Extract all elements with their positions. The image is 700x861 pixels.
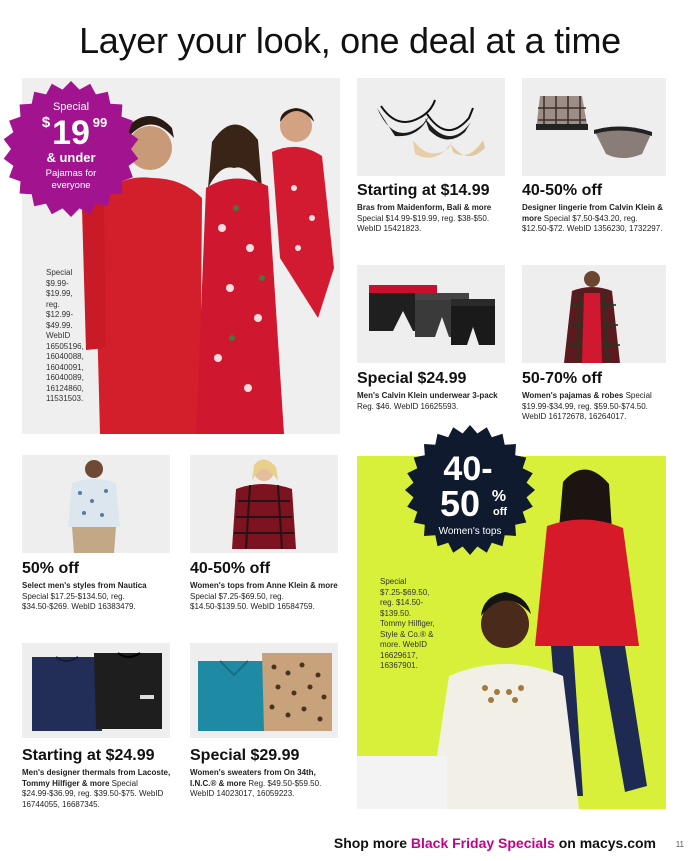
lingerie-detail: Special $7.50-$43.20, reg. $12.50-$72. WebID 1356230, 1732297.: [522, 213, 663, 233]
pajama-note-line: $19.99,: [46, 289, 73, 298]
nautica-detail: Special $17.25-$134.50, reg. $34.50-$269. WebID 16383479.: [22, 591, 136, 611]
footer-prefix: Shop more: [333, 835, 411, 851]
pajama-badge-amount: 19: [52, 114, 90, 152]
thermals-price: Starting at $24.99: [22, 747, 155, 764]
pajama-note-line: 16040089,: [46, 373, 84, 382]
tops-note-line: $7.25-$69.50,: [380, 587, 430, 597]
underwear-photo: [357, 265, 505, 363]
tops-note-line: reg. $14.50-: [380, 598, 424, 607]
sweaters-description: [190, 768, 340, 800]
pajama-badge-line4: Pajamas for: [45, 168, 97, 179]
tops-badge-percent: %: [491, 488, 507, 505]
bras-title: Bras from Maidenform, Bali & more: [357, 203, 492, 212]
tops-badge-off: off: [492, 506, 508, 518]
bras-detail: Special $14.99-$19.99, reg. $38-$50. WebID 15421823.: [357, 213, 490, 233]
tops-note-line: Tommy Hilfiger,: [380, 619, 435, 628]
pajama-badge-special: Special: [52, 101, 90, 113]
sweaters-title: Women's sweaters from On 34th, I.N.C.® & more: [190, 768, 316, 788]
pajama-pricing-note: [46, 268, 106, 405]
pajama-note-line: 16040088,: [46, 352, 84, 361]
womens-tops-badge: [404, 424, 536, 556]
nautica-price: 50% off: [22, 560, 79, 577]
pajama-note-line: WebID: [46, 331, 71, 340]
robes-detail: Special $19.99-$34.99, reg. $59.50-$74.50. WebID 16172678, 16264017.: [522, 391, 652, 421]
anne-klein-description: [190, 581, 340, 613]
pajama-price-badge: [2, 80, 140, 218]
nautica-description: [22, 581, 172, 613]
pajama-note-line: 16124860,: [46, 383, 84, 393]
robes-title: Women's pajamas & robes: [522, 391, 624, 400]
pajama-note-line: $12.99-: [46, 310, 74, 319]
page-headline: Layer your look, one deal at a time: [79, 20, 621, 61]
underwear-description: [357, 391, 501, 412]
lingerie-description: [522, 203, 672, 235]
pajama-note-line: 16040091,: [46, 362, 84, 372]
anne-klein-price: 40-50% off: [190, 560, 271, 577]
robes-description: [522, 391, 672, 423]
sweaters-detail: Reg. $49.50-$59.50. WebID 14023017, 16059223.: [190, 778, 322, 798]
tops-note-line: 16367901.: [380, 661, 418, 670]
pajama-note-line: 16505196,: [46, 341, 84, 351]
tops-note-line: Style & Co.® &: [380, 629, 434, 639]
footer-promo[interactable]: [334, 835, 656, 851]
bras-description: [357, 203, 507, 235]
sweaters-price: Special $29.99: [190, 747, 300, 764]
underwear-detail: Reg. $46. WebID 16625593.: [357, 401, 459, 411]
anne-klein-detail: Special $7.25-$69.50, reg. $14.50-$139.50. WebID 16584759.: [190, 591, 315, 611]
pajama-note-line: reg.: [46, 299, 60, 309]
thermals-title: Men's designer thermals from Lacoste, Tommy Hilfiger & more: [22, 768, 171, 788]
pajama-badge-under: & under: [46, 150, 96, 165]
pajama-note-line: $9.99-: [46, 278, 69, 288]
robes-photo: [522, 265, 666, 363]
bras-price: Starting at $14.99: [357, 182, 490, 199]
thermals-detail: Special $24.99-$36.99, reg. $39.50-$75. WebID 16744055, 16687345.: [22, 778, 164, 809]
pajama-note-line: 11531503.: [46, 394, 84, 403]
tops-note-line: $139.50.: [380, 608, 412, 618]
tops-badge-caption: Women's tops: [438, 526, 502, 537]
underwear-title: Men's Calvin Klein underwear 3-pack: [357, 391, 498, 400]
pajama-badge-cents: 99: [92, 115, 108, 130]
lingerie-price: 40-50% off: [522, 182, 603, 199]
footer-suffix: on macys.com: [554, 835, 656, 851]
tops-note-line: 16629617,: [380, 650, 418, 660]
thermals-description: [22, 768, 172, 810]
pajama-note-line: Special: [46, 268, 73, 277]
nautica-photo: [22, 455, 170, 553]
robes-price: 50-70% off: [522, 370, 603, 387]
bras-photo: [357, 78, 505, 176]
anne-klein-photo: [190, 455, 338, 553]
tops-badge-number: 50: [439, 483, 481, 524]
tops-pricing-note: [380, 577, 460, 672]
pajama-badge-line5: everyone: [51, 180, 91, 191]
lingerie-photo: [522, 78, 666, 176]
footer-black-friday-link[interactable]: Black Friday Specials: [410, 835, 555, 851]
sweaters-photo: [190, 643, 338, 738]
tops-note-line: Special: [380, 577, 407, 586]
lingerie-title: Designer lingerie from Calvin Klein & more: [522, 203, 663, 223]
nautica-title: Select men's styles from Nautica: [22, 581, 147, 590]
thermals-photo: [22, 643, 170, 738]
pajama-badge-dollar: $: [41, 114, 51, 131]
underwear-price: Special $24.99: [357, 370, 467, 387]
tops-badge-line1: 40-: [443, 450, 493, 488]
page-number: 11: [675, 840, 684, 849]
anne-klein-title: Women's tops from Anne Klein & more: [190, 581, 338, 590]
pajama-note-line: $49.99.: [46, 320, 73, 330]
tops-note-line: more. WebID: [380, 640, 427, 649]
